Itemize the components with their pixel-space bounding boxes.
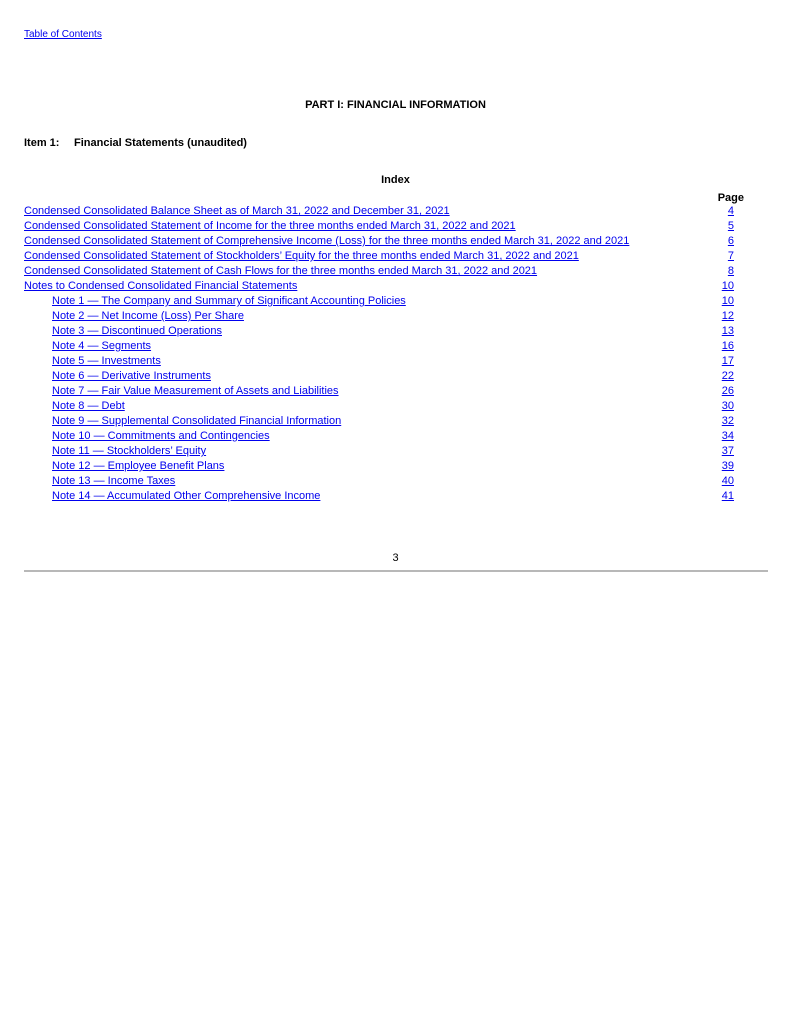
- table-of-contents-link[interactable]: Table of Contents: [24, 29, 102, 40]
- index-entry-page-link[interactable]: 17: [721, 355, 734, 367]
- index-entry-link[interactable]: Note 3 — Discontinued Operations: [52, 325, 222, 337]
- page-divider: [24, 570, 768, 572]
- index-entry-page-link[interactable]: 8: [727, 265, 734, 277]
- index-entry-page-link[interactable]: 34: [721, 430, 734, 442]
- index-entry-page-link[interactable]: 10: [721, 295, 734, 307]
- index-entry-notes: [24, 279, 744, 294]
- index-entry-page-link[interactable]: 16: [721, 340, 734, 352]
- item-label: Item 1:: [24, 137, 60, 149]
- index-entry-comprehensive-income: [24, 234, 744, 249]
- index-entry-link[interactable]: Note 11 — Stockholders’ Equity: [52, 445, 207, 457]
- index-entry-note-4: [24, 339, 744, 354]
- index-list: [24, 204, 744, 504]
- index-entry-page-link[interactable]: 7: [727, 250, 734, 262]
- index-entry-note-9: [24, 414, 744, 429]
- item-title: Financial Statements (unaudited): [74, 137, 247, 149]
- index-entry-link[interactable]: Condensed Consolidated Statement of Stockholders’ Equity for the three months ended March 31, 2022 and 2021: [24, 250, 579, 262]
- index-entry-note-1: [24, 294, 744, 309]
- index-entry-link[interactable]: Notes to Condensed Consolidated Financial Statements: [24, 280, 298, 292]
- index-entry-note-6: [24, 369, 744, 384]
- index-entry-page-link[interactable]: 41: [721, 490, 734, 502]
- index-title: Index: [381, 174, 410, 186]
- index-entry-page-link[interactable]: 13: [721, 325, 734, 337]
- index-entry-link[interactable]: Note 12 — Employee Benefit Plans: [52, 460, 225, 472]
- index-entry-note-10: [24, 429, 744, 444]
- index-entry-page-link[interactable]: 5: [727, 220, 734, 232]
- index-entry-page-link[interactable]: 22: [721, 370, 734, 382]
- index-entry-page-link[interactable]: 26: [721, 385, 734, 397]
- index-entry-note-5: [24, 354, 744, 369]
- index-entry-link[interactable]: Note 4 — Segments: [52, 340, 152, 352]
- index-entry-page-link[interactable]: 6: [727, 235, 734, 247]
- index-entry-note-14: [24, 489, 744, 504]
- part-title: PART I: FINANCIAL INFORMATION: [305, 99, 486, 111]
- index-entry-note-8: [24, 399, 744, 414]
- index-entry-link[interactable]: Note 7 — Fair Value Measurement of Assets and Liabilities: [52, 385, 339, 397]
- index-entry-link[interactable]: Note 9 — Supplemental Consolidated Financial Information: [52, 415, 342, 427]
- index-entry-cash-flows: [24, 264, 744, 279]
- item-heading: [24, 137, 247, 150]
- index-entry-link[interactable]: Note 13 — Income Taxes: [52, 475, 176, 487]
- index-entry-link[interactable]: Note 8 — Debt: [52, 400, 125, 412]
- index-entry-page-link[interactable]: 30: [721, 400, 734, 412]
- index-entry-page-link[interactable]: 4: [727, 205, 734, 217]
- index-entry-note-3: [24, 324, 744, 339]
- index-entry-link[interactable]: Condensed Consolidated Statement of Comprehensive Income (Loss) for the three months ended March 31, 2022 and 2021: [24, 235, 630, 247]
- index-entry-link[interactable]: Condensed Consolidated Statement of Cash Flows for the three months ended March 31, 2022 and 2021: [24, 265, 538, 277]
- index-entry-note-12: [24, 459, 744, 474]
- index-entry-income-statement: [24, 219, 744, 234]
- index-entry-link[interactable]: Condensed Consolidated Balance Sheet as of March 31, 2022 and December 31, 2021: [24, 205, 450, 217]
- index-entry-link[interactable]: Note 2 — Net Income (Loss) Per Share: [52, 310, 244, 322]
- index-entry-link[interactable]: Note 14 — Accumulated Other Comprehensive Income: [52, 490, 321, 502]
- index-entry-note-7: [24, 384, 744, 399]
- index-entry-stockholders-equity: [24, 249, 744, 264]
- page-column-header: Page: [717, 192, 744, 204]
- index-entry-page-link[interactable]: 12: [721, 310, 734, 322]
- index-entry-link[interactable]: Note 10 — Commitments and Contingencies: [52, 430, 270, 442]
- index-entry-link[interactable]: Note 6 — Derivative Instruments: [52, 370, 211, 382]
- index-entry-note-2: [24, 309, 744, 324]
- index-entry-page-link[interactable]: 32: [721, 415, 734, 427]
- index-entry-note-11: [24, 444, 744, 459]
- index-entry-page-link[interactable]: 37: [721, 445, 734, 457]
- page-number: 3: [392, 552, 399, 564]
- index-entry-page-link[interactable]: 10: [721, 280, 734, 292]
- index-entry-page-link[interactable]: 39: [721, 460, 734, 472]
- index-entry-page-link[interactable]: 40: [721, 475, 734, 487]
- index-entry-note-13: [24, 474, 744, 489]
- index-entry-link[interactable]: Note 1 — The Company and Summary of Significant Accounting Policies: [52, 295, 406, 307]
- index-entry-balance-sheet: [24, 204, 744, 219]
- index-entry-link[interactable]: Condensed Consolidated Statement of Income for the three months ended March 31, 2022 and 2021: [24, 220, 516, 232]
- index-entry-link[interactable]: Note 5 — Investments: [52, 355, 161, 367]
